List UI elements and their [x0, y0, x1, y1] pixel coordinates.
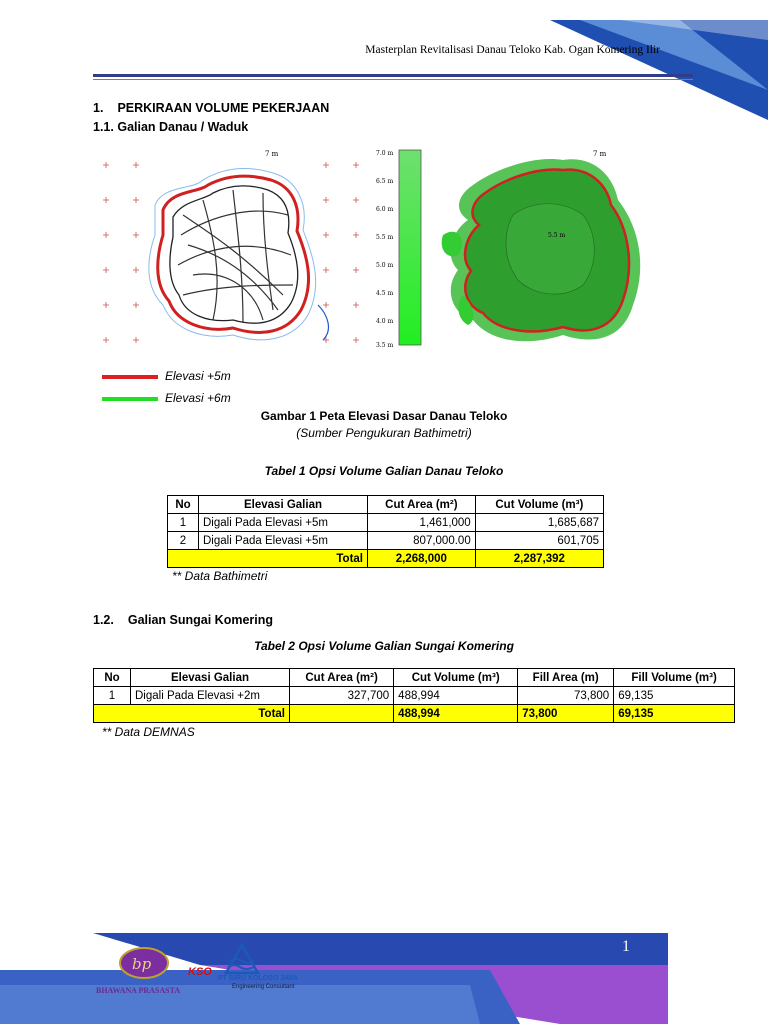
th-no: No	[94, 669, 131, 687]
table-1-note: ** Data Bathimetri	[172, 569, 268, 583]
table-total-row	[168, 550, 604, 568]
header-decoration	[520, 0, 768, 120]
legend-label-elevasi-5: Elevasi +5m	[165, 369, 231, 383]
scale-label-1: 6.5 m	[376, 178, 394, 185]
page-number: 1	[622, 938, 630, 955]
section-1-1-heading: 1.1. Galian Danau / Waduk	[93, 120, 249, 134]
svg-text:bp: bp	[132, 955, 152, 973]
th-fill-volume: Fill Volume (m³)	[614, 669, 735, 687]
cell-total-fill-volume: 69,135	[614, 705, 735, 723]
cell-total-label: Total	[94, 705, 290, 723]
table-row	[168, 532, 604, 550]
cell-cut-area: 1,461,000	[368, 514, 476, 532]
cell-total-label: Total	[168, 550, 368, 568]
table-row	[168, 514, 604, 532]
bhawana-prasasta-logo	[112, 945, 192, 985]
logo2-text: PT BIRU KOLOSO JAVA	[218, 975, 298, 982]
cell-total-fill-area: 73,800	[518, 705, 614, 723]
cell-cut-volume: 488,994	[394, 687, 518, 705]
table-2-note: ** Data DEMNAS	[102, 725, 195, 739]
figure-source: (Sumber Pengukuran Bathimetri)	[296, 426, 472, 440]
biru-koloso-logo	[222, 943, 268, 975]
scale-label-7: 3.5 m	[376, 342, 394, 349]
th-cut-volume: Cut Volume (m³)	[475, 496, 603, 514]
scale-label-6: 4.0 m	[376, 318, 394, 325]
cell-cut-area: 327,700	[290, 687, 394, 705]
cell-total-cut-area: 2,268,000	[368, 550, 476, 568]
legend-line-green	[102, 397, 158, 401]
logo2-subtext: Engineering Consultant	[232, 984, 295, 990]
th-cut-volume: Cut Volume (m³)	[394, 669, 518, 687]
cell-no: 1	[94, 687, 131, 705]
figure-caption: Gambar 1 Peta Elevasi Dasar Danau Teloko	[260, 409, 508, 423]
scale-label-4: 5.0 m	[376, 262, 394, 269]
cell-cut-area: 807,000.00	[368, 532, 476, 550]
cell-elevasi: Digali Pada Elevasi +2m	[131, 687, 290, 705]
table-1	[167, 495, 604, 568]
legend-label-elevasi-6: Elevasi +6m	[165, 391, 231, 405]
table-2-caption: Tabel 2 Opsi Volume Galian Sungai Komering	[254, 639, 514, 653]
table-row	[94, 687, 735, 705]
cell-elevasi: Digali Pada Elevasi +5m	[199, 532, 368, 550]
kso-label: KSO	[188, 966, 212, 978]
map-label-top-left: 7 m	[265, 150, 279, 158]
th-cut-area: Cut Area (m²)	[290, 669, 394, 687]
scale-label-3: 5.5 m	[376, 234, 394, 241]
cell-total-cut-volume: 488,994	[394, 705, 518, 723]
cell-total-cut-volume: 2,287,392	[475, 550, 603, 568]
th-no: No	[168, 496, 199, 514]
th-fill-area: Fill Area (m)	[518, 669, 614, 687]
th-elevasi: Elevasi Galian	[199, 496, 368, 514]
cell-fill-area: 73,800	[518, 687, 614, 705]
table-2	[93, 668, 735, 723]
scale-label-0: 7.0 m	[376, 150, 394, 157]
th-cut-area: Cut Area (m²)	[368, 496, 476, 514]
table-total-row	[94, 705, 735, 723]
scale-label-5: 4.5 m	[376, 290, 394, 297]
cell-elevasi: Digali Pada Elevasi +5m	[199, 514, 368, 532]
cell-fill-volume: 69,135	[614, 687, 735, 705]
cell-no: 2	[168, 532, 199, 550]
section-1-heading: 1. PERKIRAAN VOLUME PEKERJAAN	[93, 101, 330, 115]
map-label-center: 5.5 m	[548, 232, 566, 239]
header-title: Masterplan Revitalisasi Danau Teloko Kab. Ogan Komering Ilir	[365, 44, 660, 56]
table-header-row	[94, 669, 735, 687]
scale-label-2: 6.0 m	[376, 206, 394, 213]
th-elevasi: Elevasi Galian	[131, 669, 290, 687]
header-rule	[93, 74, 693, 77]
logo1-text: BHAWANA PRASASTA	[96, 986, 181, 995]
cell-cut-volume: 1,685,687	[475, 514, 603, 532]
table-1-caption: Tabel 1 Opsi Volume Galian Danau Teloko	[264, 464, 504, 478]
elevation-map-figure	[93, 145, 669, 355]
header-rule-thin	[93, 79, 693, 80]
map-label-top-right: 7 m	[593, 150, 607, 158]
cell-no: 1	[168, 514, 199, 532]
cell-total-cut-area	[290, 705, 394, 723]
table-header-row	[168, 496, 604, 514]
cell-cut-volume: 601,705	[475, 532, 603, 550]
section-1-2-heading: 1.2. Galian Sungai Komering	[93, 613, 274, 627]
legend-line-red	[102, 375, 158, 379]
